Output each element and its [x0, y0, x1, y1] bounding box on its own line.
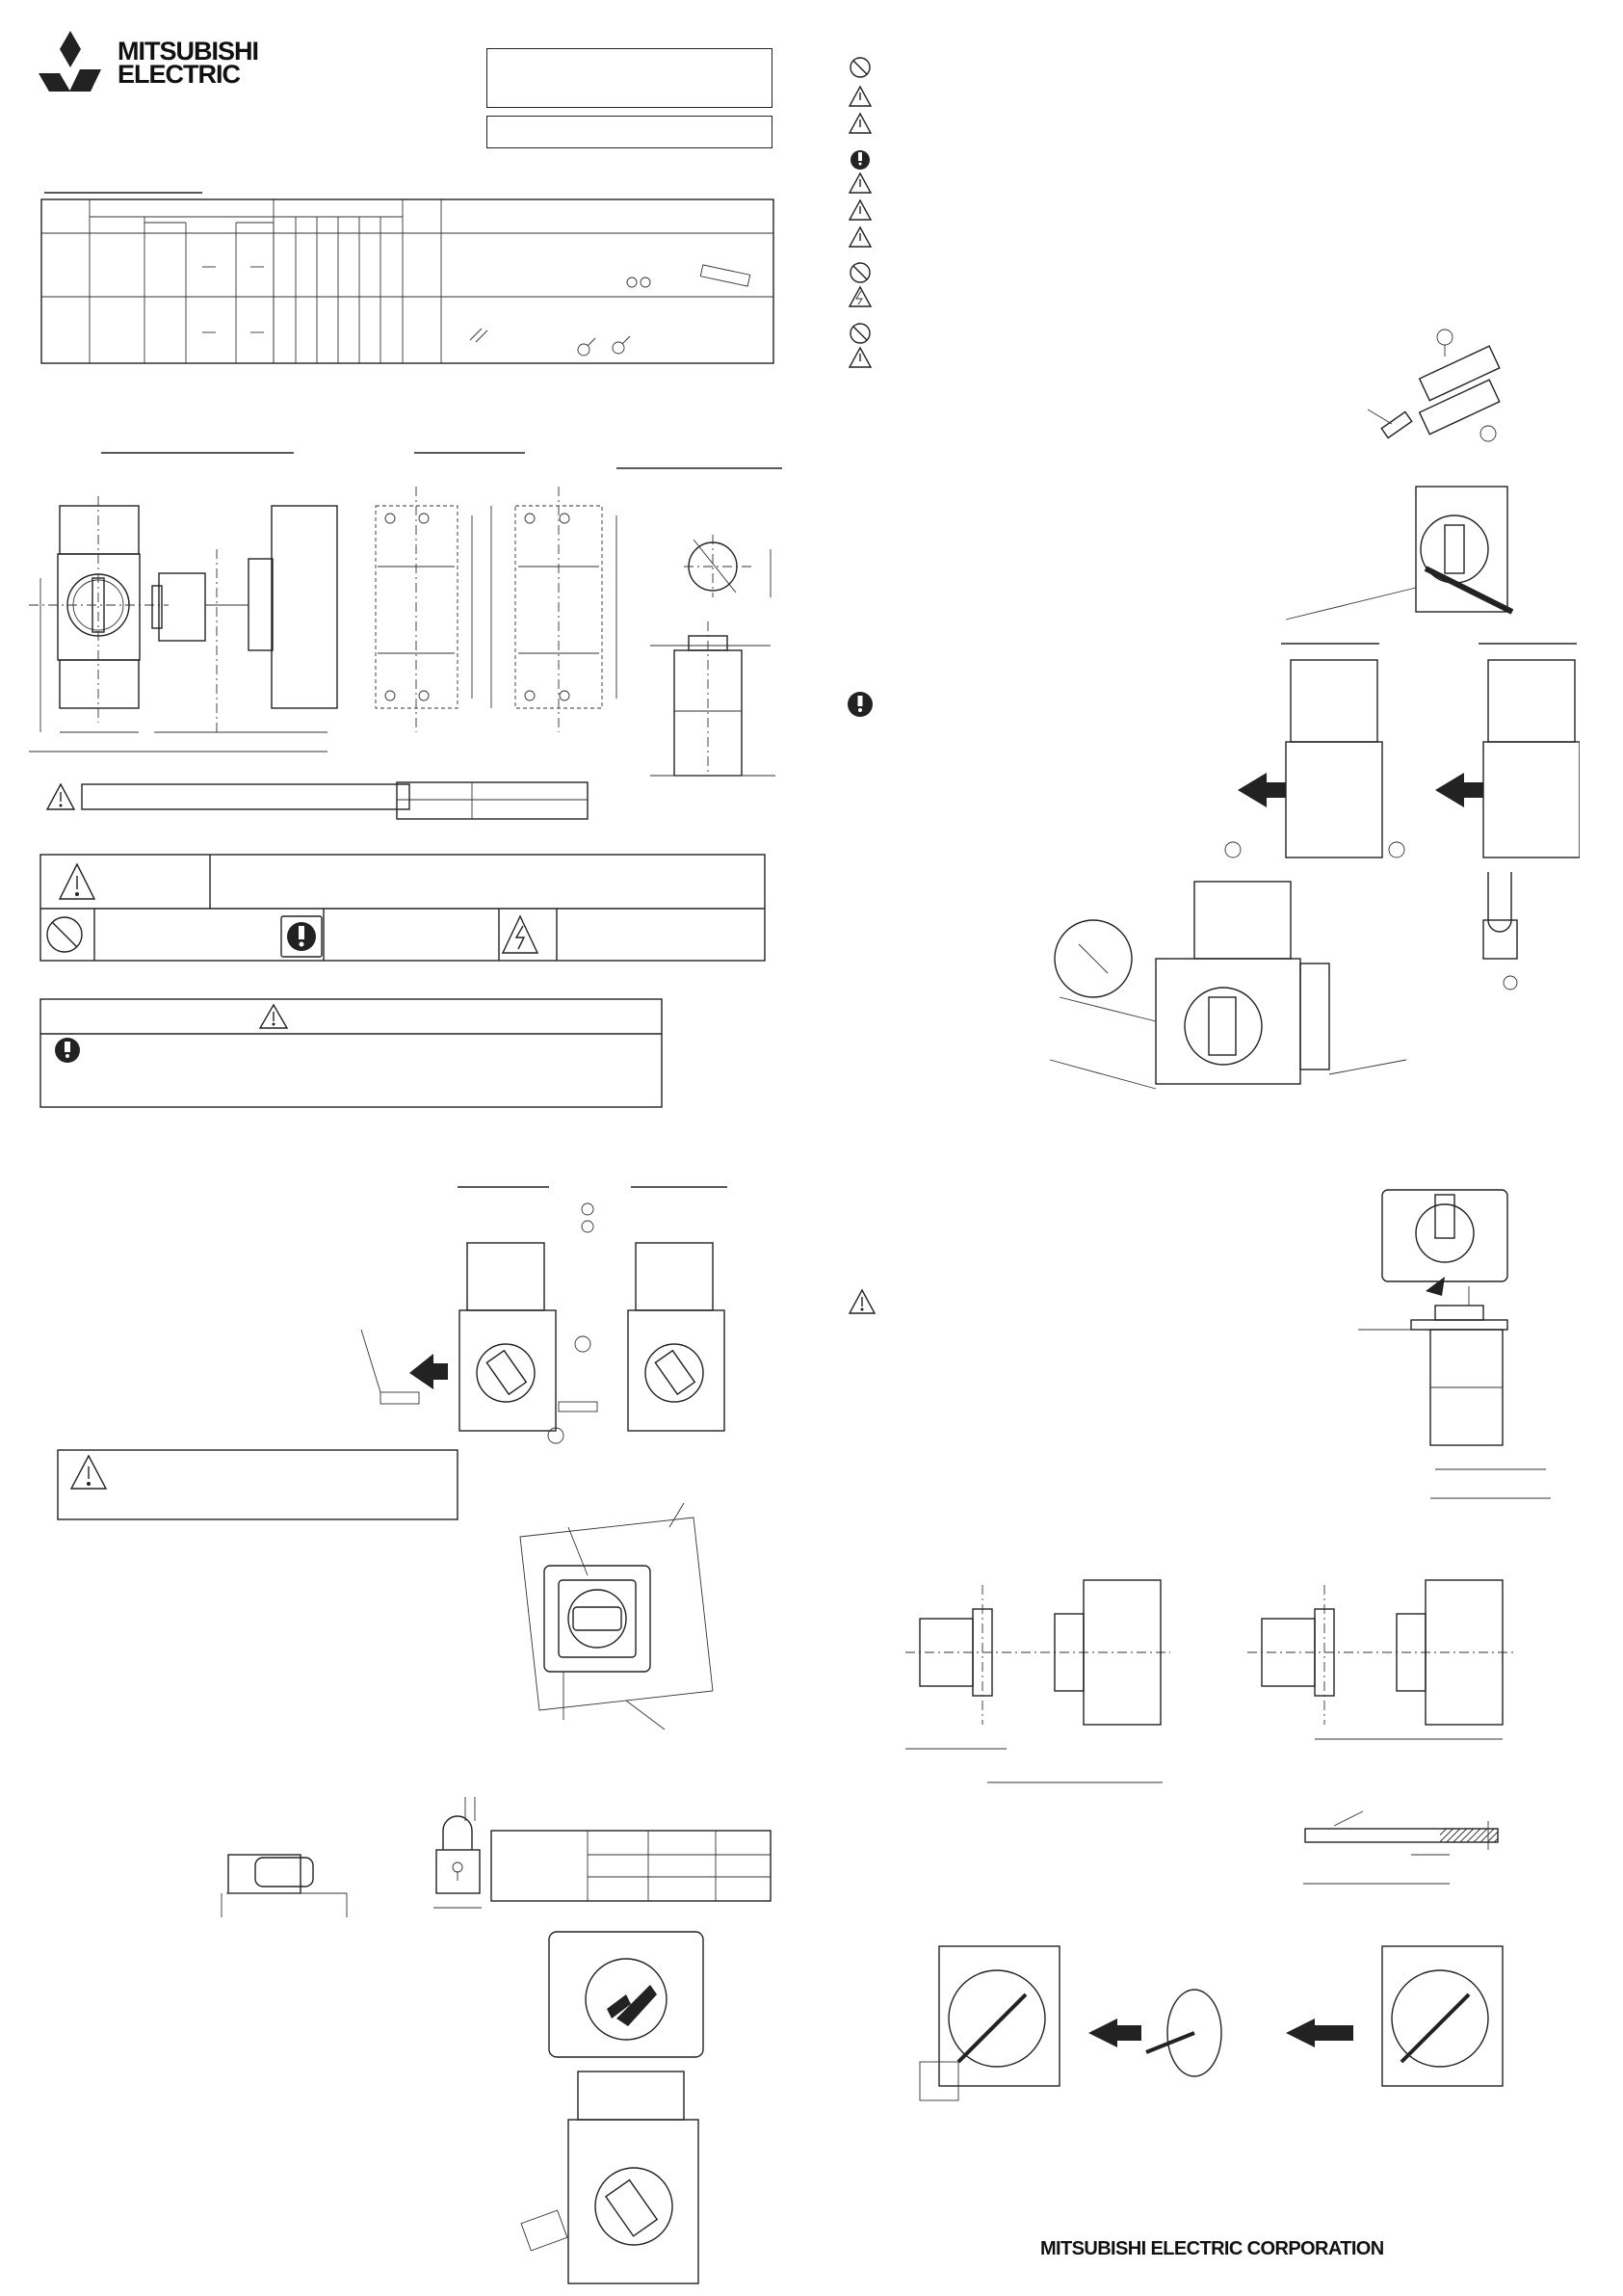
breaker-handle-mounted	[1281, 477, 1522, 621]
brand-line-2: ELECTRIC	[118, 60, 240, 89]
caution-icon-right	[848, 1288, 877, 1317]
breaker-pair-illustration	[1194, 636, 1580, 867]
title-box	[486, 48, 772, 108]
mandatory-icon-right	[846, 690, 875, 719]
footer-company: MITSUBISHI ELECTRIC CORPORATION	[1040, 2238, 1384, 2259]
brand-line-1: MITSUBISHI	[118, 37, 259, 66]
side-view-pair	[901, 1570, 1527, 1792]
spec-table	[37, 188, 778, 366]
panel-handle-illustration	[501, 1498, 732, 1749]
warning-box-mid	[56, 1448, 460, 1523]
handle-installation-steps	[901, 1927, 1527, 2129]
dimension-table-small	[395, 780, 592, 824]
dimension-drawings	[19, 443, 790, 790]
parts-exploded-icon	[1363, 323, 1517, 458]
safety-symbol-legend	[39, 853, 775, 966]
assembly-illustration	[1040, 867, 1580, 1118]
mounting-illustrations	[342, 1175, 746, 1465]
warning-symbol-list	[846, 56, 884, 374]
padlock-illustration	[217, 1782, 795, 1927]
header	[37, 29, 287, 96]
handle-assembly-right	[1353, 1180, 1575, 1508]
handle-lock-illustrations	[520, 1927, 742, 2293]
prohibit-icon	[851, 58, 870, 77]
subtitle-box	[486, 116, 772, 148]
caution-box	[39, 997, 665, 1111]
shaft-illustration	[1296, 1802, 1527, 1908]
mitsubishi-logo-icon	[37, 29, 104, 94]
